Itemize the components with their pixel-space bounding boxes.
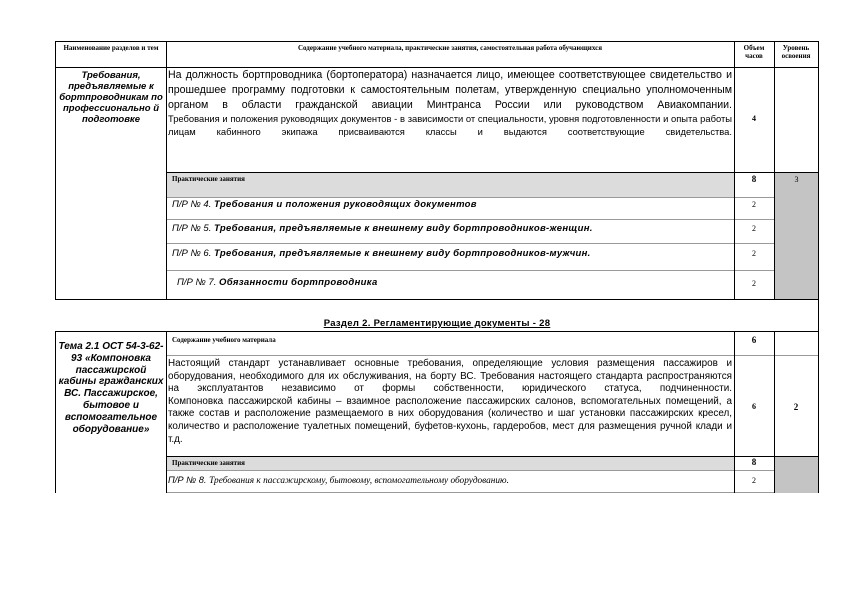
topic-1-content — [167, 68, 733, 172]
practice-item-7-num: П/Р № 7. — [177, 277, 217, 288]
rule-content-label-bottom — [166, 355, 819, 356]
rule-item-4-top — [166, 197, 775, 198]
rule-item-8-top — [166, 470, 775, 471]
rule-section-2-bottom — [55, 331, 819, 332]
practice-item-4 — [172, 198, 732, 218]
header-col-hours: Объем часов — [743, 44, 765, 60]
practice-item-6-hours: 2 — [752, 249, 756, 258]
topic-1-title: Требования, предъявляемые к бортпроводникам по профессионально й подготовке — [59, 70, 163, 125]
practice-item-5-hours: 2 — [752, 224, 756, 233]
practice-item-6-num: П/Р № 6. — [172, 248, 212, 259]
rule-col-1 — [166, 41, 167, 300]
section-2-title: Раздел 2. Регламентирующие документы - 28 — [323, 318, 551, 329]
practice-item-8-num: П/Р № 8. — [168, 475, 207, 485]
topic-1-hours: 4 — [752, 114, 756, 123]
rule-item-7-top — [166, 270, 775, 271]
topic-1-paragraph-2: Требования и положения руководящих документов - в зависимости от специальности, уровня подготовленности и опыта работы лицам кабинного экипажа присваиваются классы и выдаются соответствующие свидетельства. — [168, 113, 732, 137]
practice-hours-2: 8 — [751, 457, 757, 467]
topic-2-1-level: 2 — [793, 402, 799, 412]
practice-item-8-hours: 2 — [752, 476, 756, 485]
practice-item-7-hours: 2 — [752, 279, 756, 288]
practice-item-4-hours: 2 — [752, 200, 756, 209]
rule-left — [55, 41, 56, 300]
rule-header-bottom — [55, 67, 819, 68]
practice-item-5-num: П/Р № 5. — [172, 223, 212, 234]
practice-item-4-text: Требования и положения руководящих документов — [214, 199, 477, 210]
topic-1-paragraph-1: На должность бортпроводника (бортоператора) назначается лицо, имеющее соответствующее свидетельство и прошедшее программу подготовки к самостоятельным полетам, утвержденную специально уполномоченным органом в области гражданской авиации Минтранса России или руководством Авиакомпании. — [168, 69, 732, 111]
header-col-level: Уровень освоения — [781, 44, 811, 60]
rule-right-b — [818, 331, 819, 493]
rule-item-5-top — [166, 219, 775, 220]
practice-item-8 — [168, 474, 732, 490]
topic-2-1-paragraph-1: Настоящий стандарт устанавливает основные требования, определяющие условия размещения пассажиров и оборудования, необходимого для их обслуживания, на борту ВС. Требования настоящего стандарта распространяются на эксплуатантов независимо от формы собственности, юридического статуса, подчиненности. — [168, 358, 732, 395]
practice-item-8-text: Требования к пассажирскому, бытовому, вспомогательному оборудованию. — [209, 476, 509, 486]
topic-2-1-content-hours: 6 — [751, 335, 757, 345]
topic-2-1-title: Тема 2.1 ОСТ 54-3-62-93 «Компоновка пассажирской кабины гражданских ВС. Пассажирское, бытовое и вспомогательное оборудование» — [58, 341, 164, 435]
header-col-content: Содержание учебного материала, практические занятия, самостоятельная работа обучающихся — [297, 44, 603, 52]
rule-col-2 — [734, 41, 735, 300]
level-gray-block-1 — [775, 173, 818, 299]
practice-item-5-text: Требования, предъявляемые к внешнему виду бортпроводников-женщин. — [214, 223, 593, 234]
practice-item-6-text: Требования, предъявляемые к внешнему виду бортпроводников-мужчин. — [214, 248, 591, 259]
rule-col-1-b — [166, 331, 167, 493]
rule-topic-1-bottom — [55, 299, 819, 300]
rule-col-2-b — [734, 331, 735, 493]
rule-practice-2-top — [166, 456, 819, 457]
rule-right — [818, 41, 819, 331]
rule-col-3 — [774, 41, 775, 300]
rule-left-2 — [55, 331, 56, 493]
level-gray-block-2 — [775, 457, 818, 493]
topic-2-1-hours: 6 — [752, 402, 756, 411]
practice-hours-1: 8 — [751, 174, 757, 184]
practice-label-2: Практические занятия — [172, 459, 245, 467]
practice-item-6 — [172, 247, 732, 267]
practice-level-1: 3 — [794, 175, 799, 184]
practice-label-1: Практические занятия — [172, 175, 245, 183]
rule-item-8-bottom — [166, 492, 775, 493]
practice-item-7-text: Обязанности бортпроводника — [219, 277, 378, 288]
topic-2-1-content-label: Содержание учебного материала — [172, 336, 276, 344]
practice-item-7 — [177, 276, 732, 296]
rule-top — [55, 41, 819, 42]
header-col-topics: Наименование разделов и тем — [63, 44, 159, 52]
rule-practice-1-top — [166, 172, 819, 173]
rule-item-6-top — [166, 243, 775, 244]
practice-item-4-num: П/Р № 4. — [172, 199, 212, 210]
practice-item-5 — [172, 222, 732, 242]
topic-2-1-paragraph-2: Компоновка пассажирской кабины – взаимное расположение пассажирских салонов, вспомогательных помещений, а также состав и расположение размещаемого в них оборудования (количество и шаг установки пассажирских кресел, количество и расположение туалетных помещений, буфетов-кухонь, гардеробов, мест для размещения ручной клади и т.д. — [168, 395, 732, 445]
topic-2-1-content — [167, 358, 733, 456]
rule-col-3-b — [774, 331, 775, 493]
